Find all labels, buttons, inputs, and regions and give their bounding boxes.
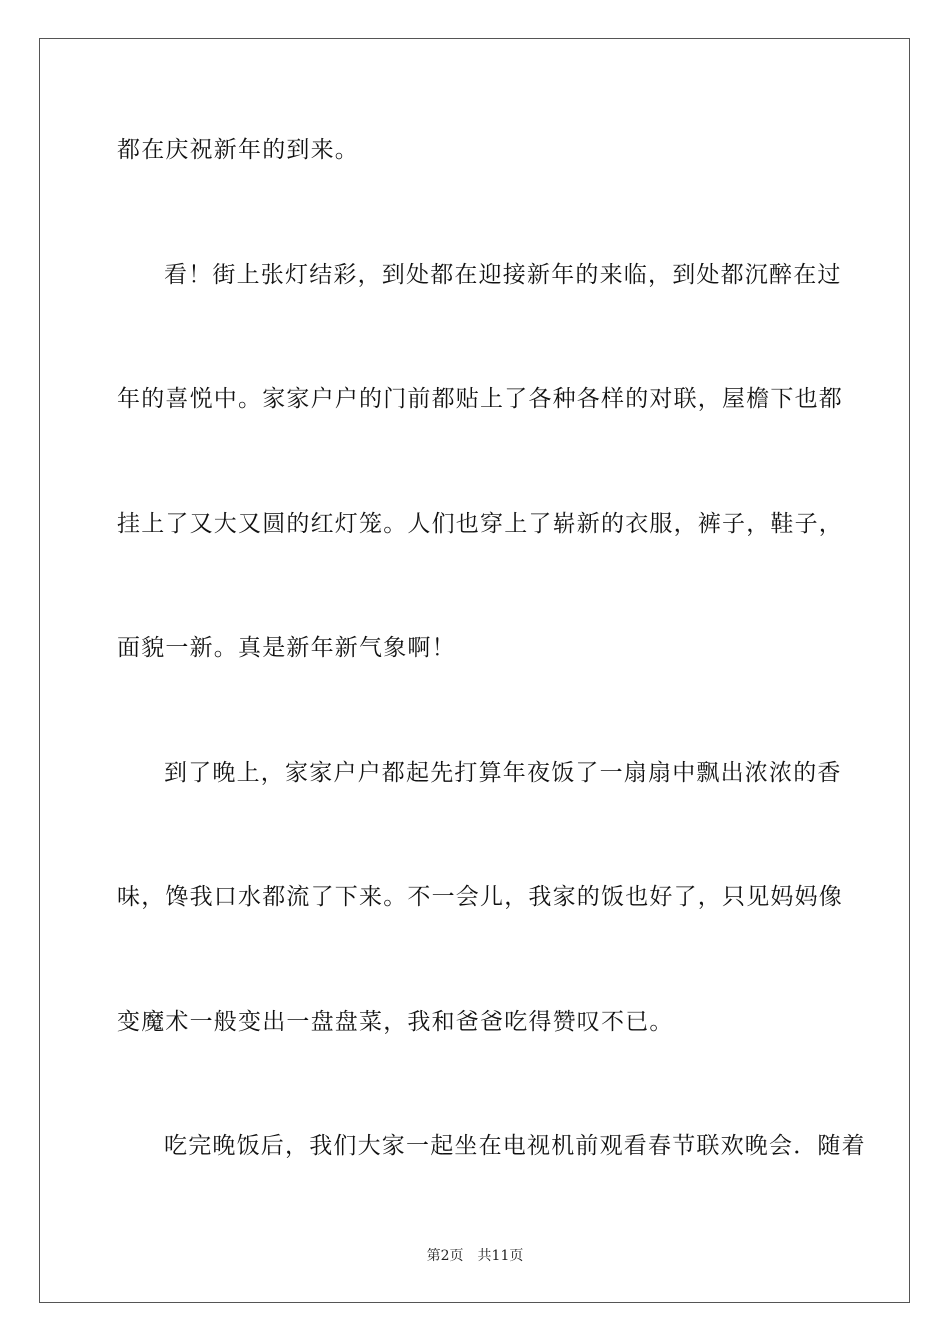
text-line: 年的喜悦中。家家户户的门前都贴上了各种各样的对联，屋檐下也都: [117, 386, 843, 412]
page-border: [39, 38, 910, 1303]
text-line: 面貌一新。真是新年新气象啊！: [117, 635, 456, 661]
text-line: 吃完晚饭后，我们大家一起坐在电视机前观看春节联欢晚会．随着: [164, 1133, 866, 1159]
text-line: 变魔术一般变出一盘盘菜，我和爸爸吃得赞叹不已。: [117, 1009, 674, 1035]
text-line: 都在庆祝新年的到来。: [117, 137, 359, 163]
page-footer: [0, 1247, 950, 1265]
text-line: 挂上了又大又圆的红灯笼。人们也穿上了崭新的衣服，裤子，鞋子，: [117, 511, 843, 537]
page-total: 共11页: [477, 1248, 524, 1264]
page-number: 第2页: [426, 1248, 464, 1264]
text-line: 味，馋我口水都流了下来。不一会儿，我家的饭也好了，只见妈妈像: [117, 884, 843, 910]
text-line: 看！街上张灯结彩，到处都在迎接新年的来临，到处都沉醉在过: [164, 262, 842, 288]
text-line: 到了晚上，家家户户都起先打算年夜饭了一扇扇中飘出浓浓的香: [164, 760, 842, 786]
